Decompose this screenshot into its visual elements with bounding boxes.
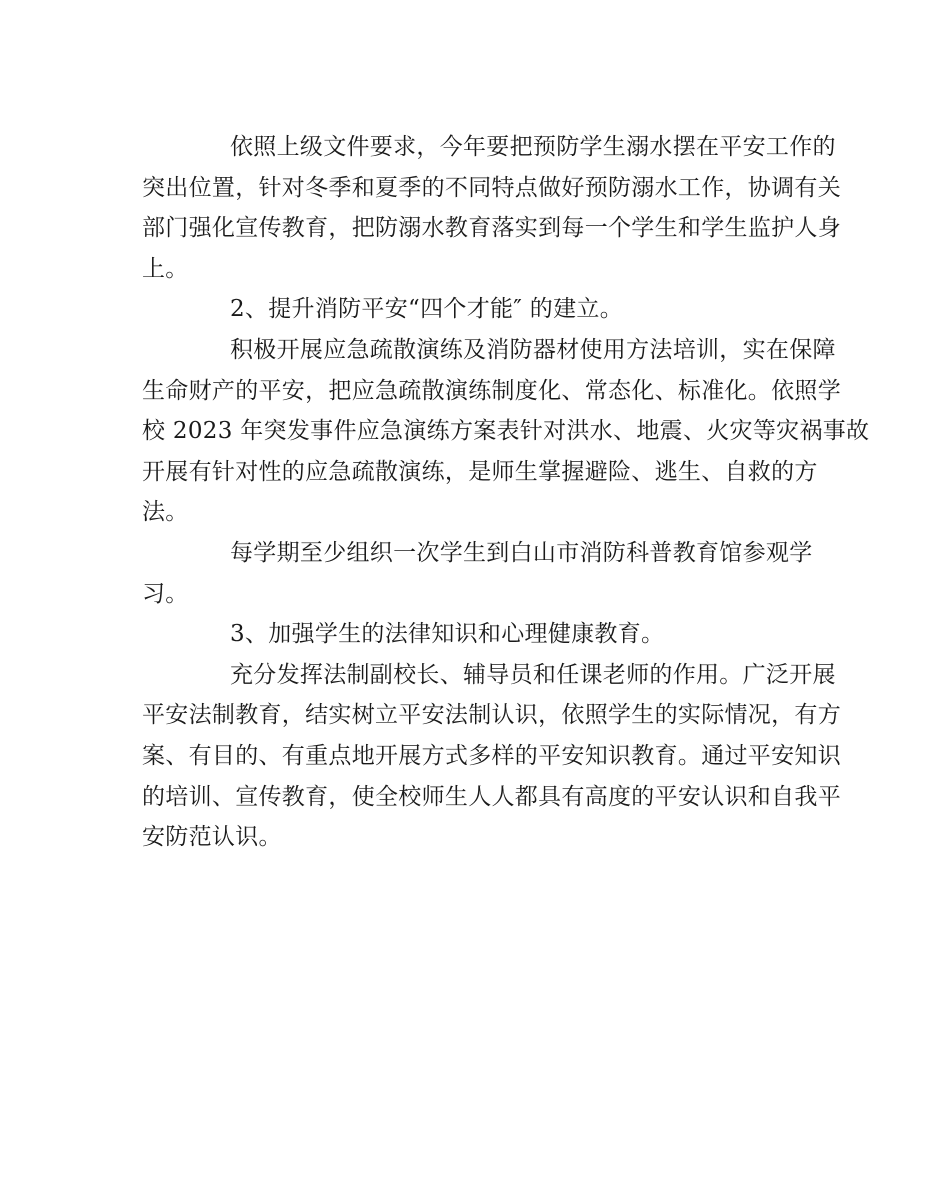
text-line: 积极开展应急疏散演练及消防器材使用方法培训，实在保障 — [230, 336, 836, 363]
text-line: 安防范认识。 — [142, 824, 282, 851]
paragraph-museum-visit — [142, 533, 812, 614]
text-line: 习。 — [142, 580, 189, 607]
text-line: 法。 — [142, 499, 189, 526]
paragraph-evacuation-drills — [142, 330, 870, 533]
paragraph-legal-safety-education — [142, 655, 841, 858]
text-line: 的培训、宣传教育，使全校师生人人都具有高度的平安认识和自我平 — [142, 783, 841, 810]
text-line: 每学期至少组织一次学生到白山市消防科普教育馆参观学 — [230, 539, 813, 566]
heading-legal-education — [142, 614, 812, 655]
heading-fire-safety — [142, 289, 812, 330]
text-line: 生命财产的平安，把应急疏散演练制度化、常态化、标准化。依照学 — [142, 377, 841, 404]
text-line: 案、有目的、有重点地开展方式多样的平安知识教育。通过平安知识 — [142, 742, 841, 769]
text-line: 部门强化宣传教育，把防溺水教育落实到每一个学生和学生监护人身 — [142, 215, 841, 242]
text-line: 突出位置，针对冬季和夏季的不同特点做好预防溺水工作，协调有关 — [142, 174, 841, 201]
text-line: 校 2023 年突发事件应急演练方案表针对洪水、地震、火灾等灾祸事故 — [142, 418, 870, 445]
text-line: 上。 — [142, 255, 189, 282]
section-heading: 2、提升消防平安“四个才能″ 的建立。 — [230, 296, 623, 323]
document-body — [142, 127, 870, 858]
paragraph-drowning-prevention — [142, 127, 841, 289]
section-heading: 3、加强学生的法律知识和心理健康教育。 — [230, 621, 665, 648]
text-line: 充分发挥法制副校长、辅导员和任课老师的作用。广泛开展 — [230, 661, 836, 688]
text-line: 平安法制教育，结实树立平安法制认识，依照学生的实际情况，有方 — [142, 702, 841, 729]
text-line: 依照上级文件要求，今年要把预防学生溺水摆在平安工作的 — [230, 134, 836, 160]
text-line: 开展有针对性的应急疏散演练，是师生掌握避险、逃生、自救的方 — [142, 458, 818, 485]
